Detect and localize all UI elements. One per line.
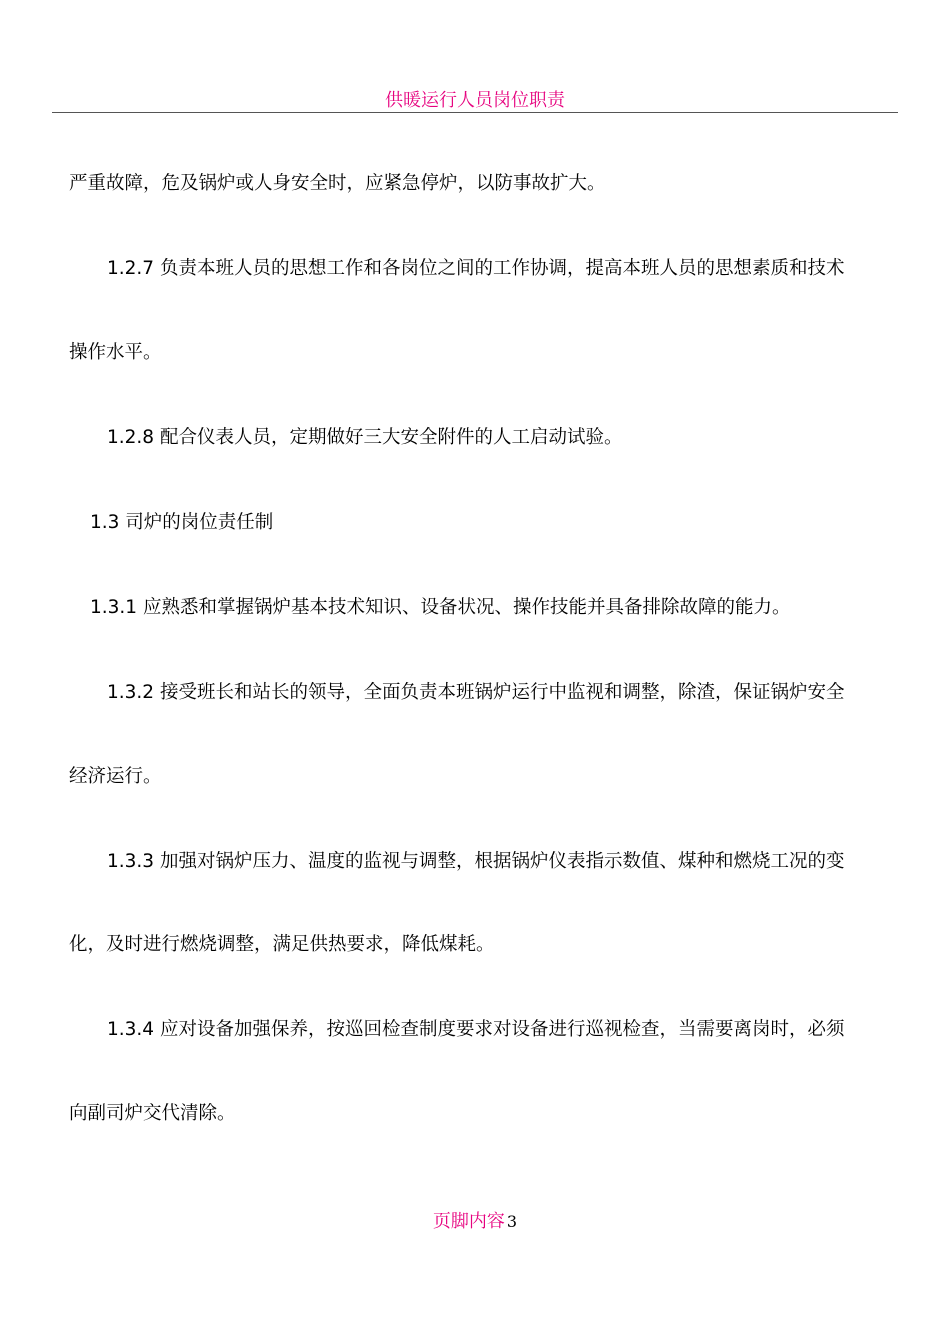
body-line-1-2-7-continuation: 操作水平。: [69, 342, 162, 363]
body-line-1-2-7: 1.2.7 负责本班人员的思想工作和各岗位之间的工作协调，提高本班人员的思想素质和技术: [107, 258, 845, 279]
header-divider: [52, 112, 898, 113]
body-line-1-3-3-continuation: 化，及时进行燃烧调整，满足供热要求，降低煤耗。: [69, 934, 495, 955]
body-line-1-3-2: 1.3.2 接受班长和站长的领导，全面负责本班锅炉运行中监视和调整，除渣，保证锅炉安全: [107, 682, 845, 703]
body-line-1-3-4: 1.3.4 应对设备加强保养，按巡回检查制度要求对设备进行巡视检查，当需要离岗时，必须: [107, 1019, 845, 1040]
body-line-1-3-1: 1.3.1 应熟悉和掌握锅炉基本技术知识、设备状况、操作技能并具备排除故障的能力。: [90, 597, 791, 618]
body-line-continuation-emergency-stop: 严重故障，危及锅炉或人身安全时，应紧急停炉，以防事故扩大。: [69, 173, 606, 194]
body-line-1-3-3: 1.3.3 加强对锅炉压力、温度的监视与调整，根据锅炉仪表指示数值、煤种和燃烧工况的变: [107, 851, 845, 872]
page-number: 3: [506, 1212, 518, 1231]
body-line-1-2-8: 1.2.8 配合仪表人员，定期做好三大安全附件的人工启动试验。: [107, 427, 623, 448]
footer-label: 页脚内容: [432, 1211, 505, 1232]
body-line-1-3-2-continuation: 经济运行。: [69, 766, 162, 787]
page-header-title: 供暖运行人员岗位职责: [385, 90, 565, 111]
page-footer: [0, 1209, 950, 1235]
body-line-1-3-4-continuation: 向副司炉交代清除。: [69, 1103, 236, 1124]
section-heading-1-3: 1.3 司炉的岗位责任制: [90, 512, 274, 533]
